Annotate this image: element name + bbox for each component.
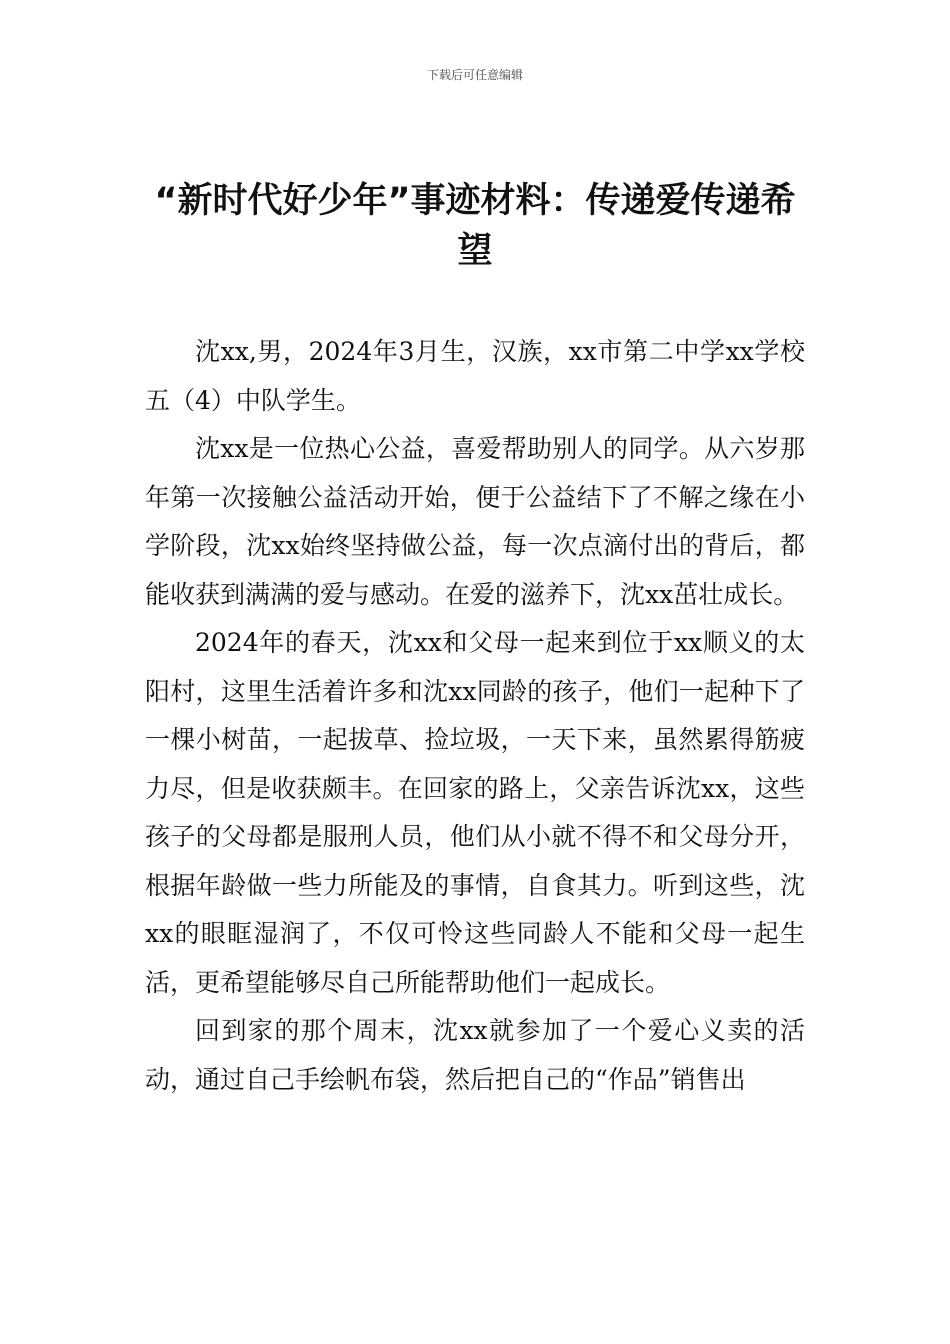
header-note: 下载后可任意编辑 (426, 68, 523, 82)
document-body (145, 328, 805, 1104)
document-title: “新时代好少年”事迹材料：传递爱传递希望 (154, 181, 796, 271)
paragraph-4: 回到家的那个周末，沈xx就参加了一个爱心义卖的活动，通过自己手绘帆布袋，然后把自己的“作品”销售出 (145, 1016, 805, 1094)
paragraph-1: 沈xx,男，2024年3月生，汉族，xx市第二中学xx学校五（4）中队学生。 (145, 337, 805, 415)
paragraph-2: 沈xx是一位热心公益，喜爱帮助别人的同学。从六岁那年第一次接触公益活动开始，便于公益结下了不解之缘在小学阶段，沈xx始终坚持做公益，每一次点滴付出的背后，都能收获到满满的爱与感动。在爱的滋养下，沈xx茁壮成长。 (145, 434, 805, 609)
paragraph-3: 2024年的春天，沈xx和父母一起来到位于xx顺义的太阳村，这里生活着许多和沈xx同龄的孩子，他们一起种下了一棵小树苗，一起拔草、捡垃圾，一天下来，虽然累得筋疲力尽，但是收获颇丰。在回家的路上，父亲告诉沈xx，这些孩子的父母都是服刑人员，他们从小就不得不和父母分开，根据年龄做一些力所能及的事情，自食其力。听到这些，沈xx的眼眶湿润了，不仅可怜这些同龄人不能和父母一起生活，更希望能够尽自己所能帮助他们一起成长。 (145, 628, 805, 997)
